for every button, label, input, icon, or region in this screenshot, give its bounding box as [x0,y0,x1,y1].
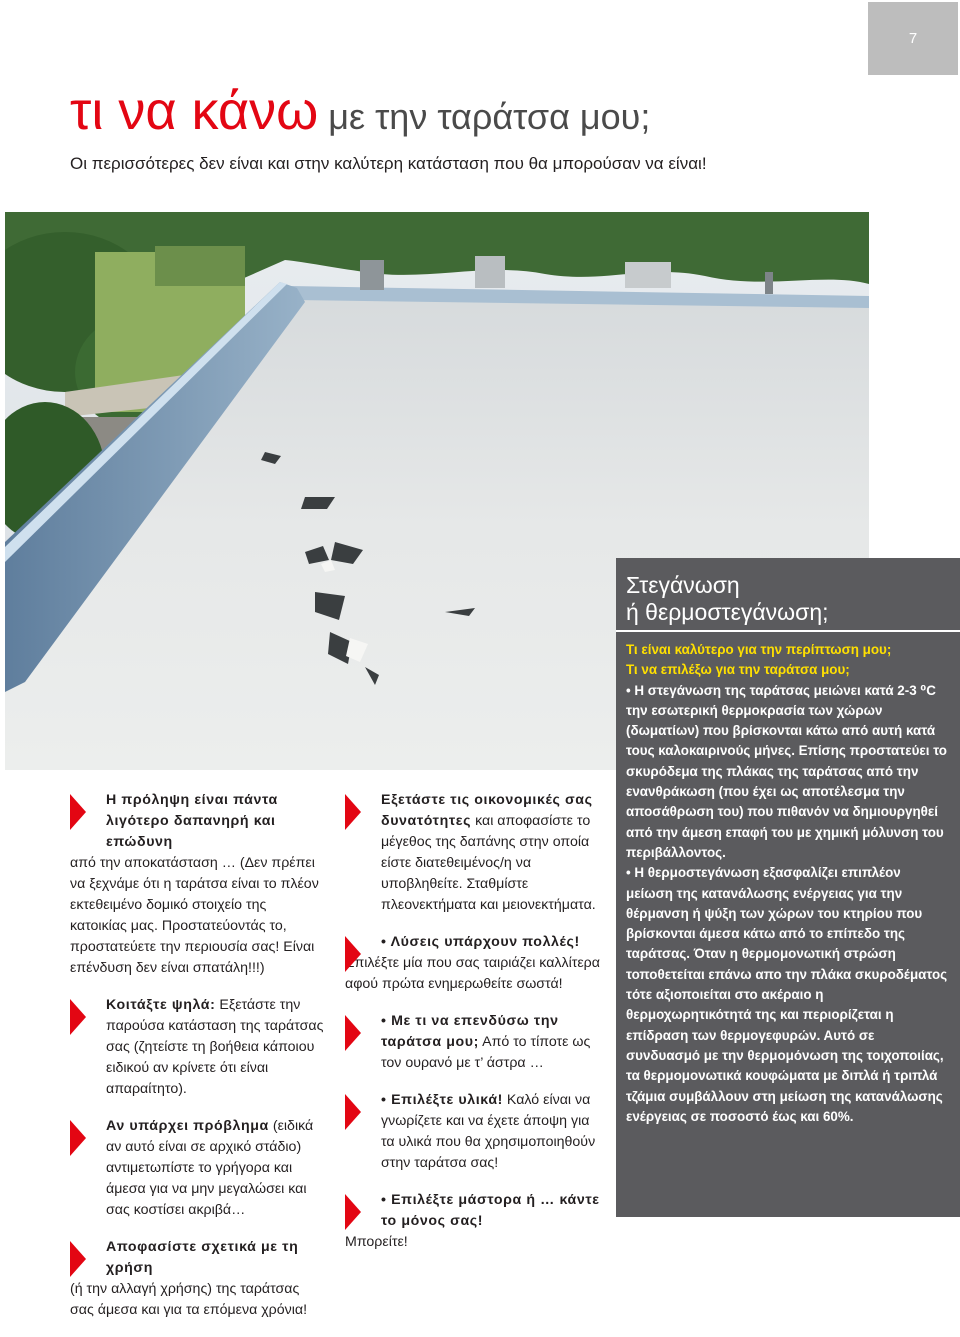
tip-text: από την αποκατάσταση … (Δεν πρέπει να ξεχνάμε ότι η ταράτσα είναι το πλέον εκτεθειμένο δομικό στοιχείο της κατοικίας μας. Προστατεύοντάς το, προστατεύετε την περιουσία σας! Είναι επένδυση δεν είναι σπατάλη!!!) [70,855,319,976]
triangle-bullet-icon [70,1120,86,1156]
tip-finances [345,790,601,916]
tip-heading: • Επιλέξτε μάστορα ή … κάντε το μόνος σας! [381,1192,600,1229]
tip-prevention [70,790,326,979]
tip-covering [345,1011,601,1074]
tip-heading: • Λύσεις υπάρχουν πολλές! [381,934,580,950]
middle-text-column [345,790,601,1269]
tip-text: Καλό είναι να γνωρίζετε και να έχετε άποψη για τα υλικά που θα χρησιμοποιηθούν στην ταράτσα σας! [381,1092,596,1171]
sidebar-bullet: • Η στεγάνωση της ταράτσας μειώνει κατά 2-3 ⁰C την εσωτερική θερμοκρασία των χώρων (δωματίων) που βρίσκονται κάτω από αυτή κατά τους καλοκαιρινούς μήνες. Επίσης προστατεύει το σκυρόδεμα της πλάκας της ταράτσας από την ενανθράκωση (που έχει ως αποτέλεσμα την αποσάθρωση του) που πιθανόν να δημιουργηθεί από την άμεση επαφή του με χημική μόλυνση του περιβάλλοντος. [626,682,947,860]
tip-text: Επιλέξτε μία που σας ταιριάζει καλλίτερα αφού πρώτα ενημερωθείτε σωστά! [345,955,600,992]
page-title [70,81,651,141]
tip-heading: Κοιτάξτε ψηλά: [106,997,216,1013]
page-subtitle: Οι περισσότερες δεν είναι και στην καλύτερη κατάσταση που θα μπορούσαν να είναι! [70,154,707,173]
tip-heading: Εξετάστε τις οικονομικές σας δυνατότητες [381,792,593,829]
triangle-bullet-icon [345,1194,361,1230]
sidebar-title [616,558,960,632]
page-title-highlight: τι να κάνω [70,81,319,141]
tip-look-up [70,995,326,1100]
triangle-bullet-icon [345,794,361,830]
sidebar-panel [616,558,960,1217]
tip-heading: Αποφασίστε σχετικά με τη χρήση [106,1239,299,1276]
tip-materials [345,1090,601,1174]
page-number-tab [868,2,958,75]
tip-usage [70,1237,326,1321]
page-title-rest: με την ταράτσα μου; [328,96,651,137]
triangle-bullet-icon [70,1241,86,1277]
triangle-bullet-icon [345,936,361,972]
triangle-bullet-icon [70,999,86,1035]
triangle-bullet-icon [70,794,86,830]
tip-text: (ειδικά αν αυτό είναι σε αρχικό στάδιο) αντιμετωπίστε το γρήγορα και άμεσα για να μην μεγαλώσει και σας κοστίσει ακριβά… [106,1118,314,1218]
tip-text: Από το τίποτε ως τον ουρανό με τ’ άστρα … [381,1034,591,1071]
tip-text: Μπορείτε! [345,1234,408,1250]
tip-heading: • Με τι να επενδύσω την ταράτσα μου; [381,1013,559,1050]
sidebar-question: Τι να επιλέξω για την ταράτσα μου; [626,662,850,678]
sidebar-bullet: • Η θερμοστεγάνωση εξασφαλίζει επιπλέον μείωση της κατανάλωσης ενέργειας για την θέρμανση ή ψύξη των χώρων του κτηρίου που βρίσκονται άμεσα κάτω από το επίπεδο της ταράτσας. Όταν η θερμομονωτική στρώση τοποθετείται επάνω απο την πλάκα σκυροδέματος τότε αξιοποιείται στο ακέραιο η θερμοχωρητικότητά της και περιορίζεται η επίδραση των θερμογεφυρών. Αυτό σε συνδυασμό με την θερμομόνωση της τοιχοποιίας, τα θερμομονωτικά κουφώματα με διπλά ή τριπλά τζάμια συμβάλλουν στη μείωση της κατανάλωσης ενέργειας σε ποσοστό έως και 60%. [626,865,948,1124]
tip-text: και αποφασίστε το μέγεθος της δαπάνης στην οποία είστε διατεθειμένος/η να υποβληθείτε. Σταθμίστε πλεονεκτήματα και μειονεκτήματα. [381,813,596,913]
tip-problem [70,1116,326,1221]
tip-heading: Η πρόληψη είναι πάντα λιγότερο δαπανηρή και επώδυνη [106,792,278,850]
triangle-bullet-icon [345,1094,361,1130]
sidebar-body [616,632,960,1127]
sidebar-title-line1: Στεγάνωση [626,572,740,598]
left-text-column [70,790,326,1337]
tip-contractor [345,1190,601,1253]
tip-text: (ή την αλλαγή χρήσης) της ταράτσας σας άμεσα και για τα επόμενα χρόνια! [70,1281,308,1318]
tip-text: Εξετάστε την παρούσα κατάσταση της ταράτσας σας (ζητείστε τη βοήθεια κάποιου ειδικού αν κρίνετε ότι είναι απαραίτητο). [106,997,324,1097]
page-number: 7 [908,30,918,47]
sidebar-question: Τι είναι καλύτερο για την περίπτωση μου; [626,642,892,657]
sidebar-title-line2: ή θερμοστεγάνωση; [626,599,829,625]
tip-heading: • Επιλέξτε υλικά! [381,1092,503,1108]
tip-heading: Αν υπάρχει πρόβλημα [106,1118,269,1134]
tip-solutions [345,932,601,995]
triangle-bullet-icon [345,1015,361,1051]
